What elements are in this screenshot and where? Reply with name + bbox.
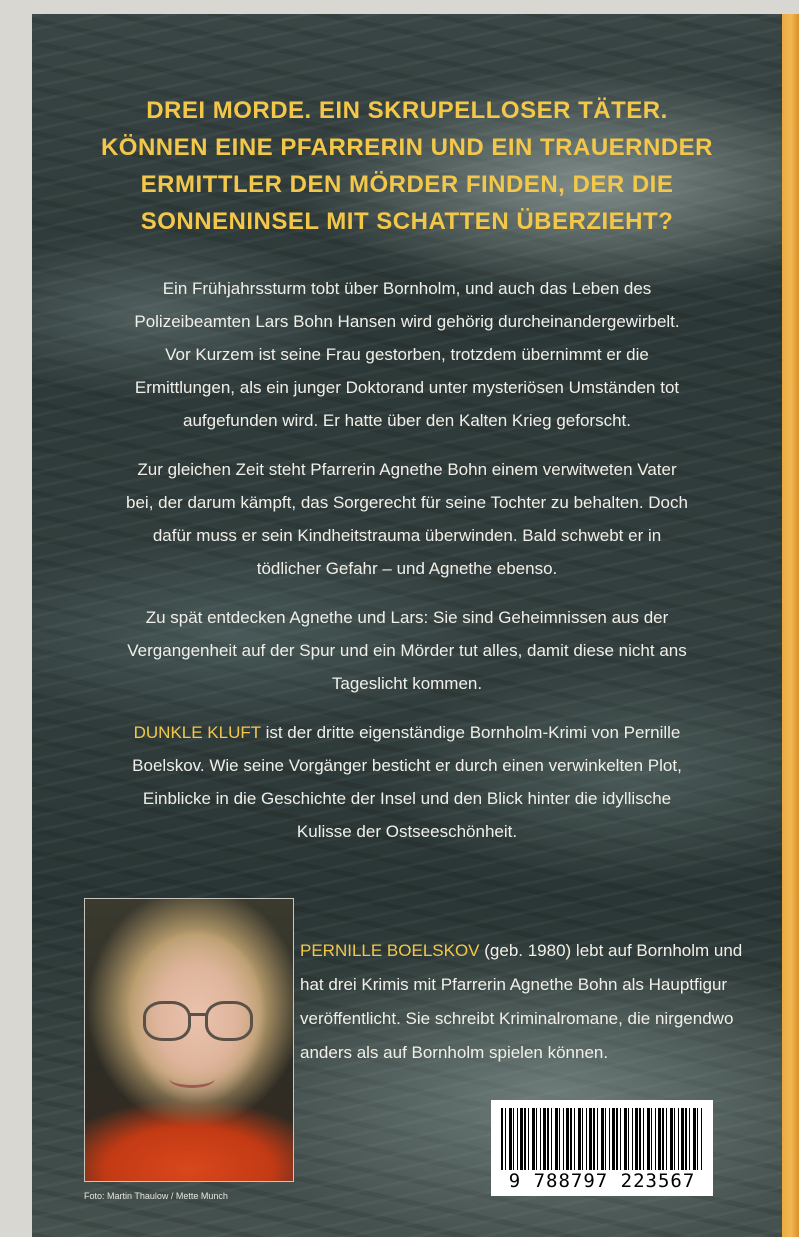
headline-line: KÖNNEN EINE PFARRERIN UND EIN TRAUERNDER [100, 134, 714, 161]
isbn-number: 9 788797 223567 [508, 1170, 696, 1192]
author-bio-line-1-text: (geb. 1980) lebt auf Bornholm und [479, 941, 743, 960]
author-bio-line-1 [300, 934, 743, 968]
headline-line: DREI MORDE. EIN SKRUPELLOSER TÄTER. [146, 97, 668, 124]
glasses-bridge [188, 1013, 206, 1016]
headline [32, 92, 782, 240]
headline-line: ERMITTLER DEN MÖRDER FINDEN, DER DIE [140, 171, 674, 198]
author-bio [300, 934, 743, 1070]
blurb-paragraph-4-text: ist der dritte eigenständige Bornholm-Krimi von Pernille Boelskov. Wie seine Vorgänger besticht er durch einen verwinkelten Plot, Einblicke in die Geschichte der Insel und den Blick hinter die idyllische Kulisse der Ostseeschönheit. [132, 723, 682, 841]
photo-credit: Foto: Martin Thaulow / Mette Munch [84, 1191, 228, 1201]
author-bio-line-3: veröffentlicht. Sie schreibt Kriminalromane, die nirgendwo [300, 1009, 734, 1028]
blurb [122, 272, 692, 864]
author-bio-line-4: anders als auf Bornholm spielen können. [300, 1043, 609, 1062]
blurb-paragraph-4 [122, 716, 692, 848]
barcode-bars [501, 1108, 703, 1170]
blurb-paragraph-1: Ein Frühjahrssturm tobt über Bornholm, und auch das Leben des Polizeibeamten Lars Bohn Hansen wird gehörig durcheinandergewirbelt. Vor Kurzem ist seine Frau gestorben, trotzdem übernimmt er die Ermittlungen, als ein junger Doktorand unter mysteriösen Umständen tot aufgefunden wird. Er hatte über den Kalten Krieg geforscht. [134, 279, 680, 430]
book-back-cover [32, 14, 782, 1237]
blurb-paragraph-3: Zu spät entdecken Agnethe und Lars: Sie sind Geheimnissen aus der Vergangenheit auf der Spur und ein Mörder tut alles, damit diese nicht ans Tageslicht kommen. [127, 608, 687, 693]
blurb-paragraph-2: Zur gleichen Zeit steht Pfarrerin Agnethe Bohn einem verwitweten Vater bei, der darum kämpft, das Sorgerecht für seine Tochter zu behalten. Doch dafür muss er sein Kindheitstrauma überwinden. Bald schwebt er in tödlicher Gefahr – und Agnethe ebenso. [126, 460, 688, 578]
author-photo [84, 898, 294, 1182]
author-name: PERNILLE BOELSKOV [300, 941, 480, 960]
isbn-barcode [491, 1100, 713, 1196]
smile [169, 1069, 215, 1088]
glasses-lens-left [143, 1001, 191, 1041]
author-bio-line-2: hat drei Krimis mit Pfarrerin Agnethe Bohn als Hauptfigur [300, 975, 728, 994]
book-title-highlight: DUNKLE KLUFT [133, 723, 261, 742]
headline-line: SONNENINSEL MIT SCHATTEN ÜBERZIEHT? [140, 208, 674, 235]
glasses-lens-right [205, 1001, 253, 1041]
book-spine-edge [779, 14, 799, 1237]
